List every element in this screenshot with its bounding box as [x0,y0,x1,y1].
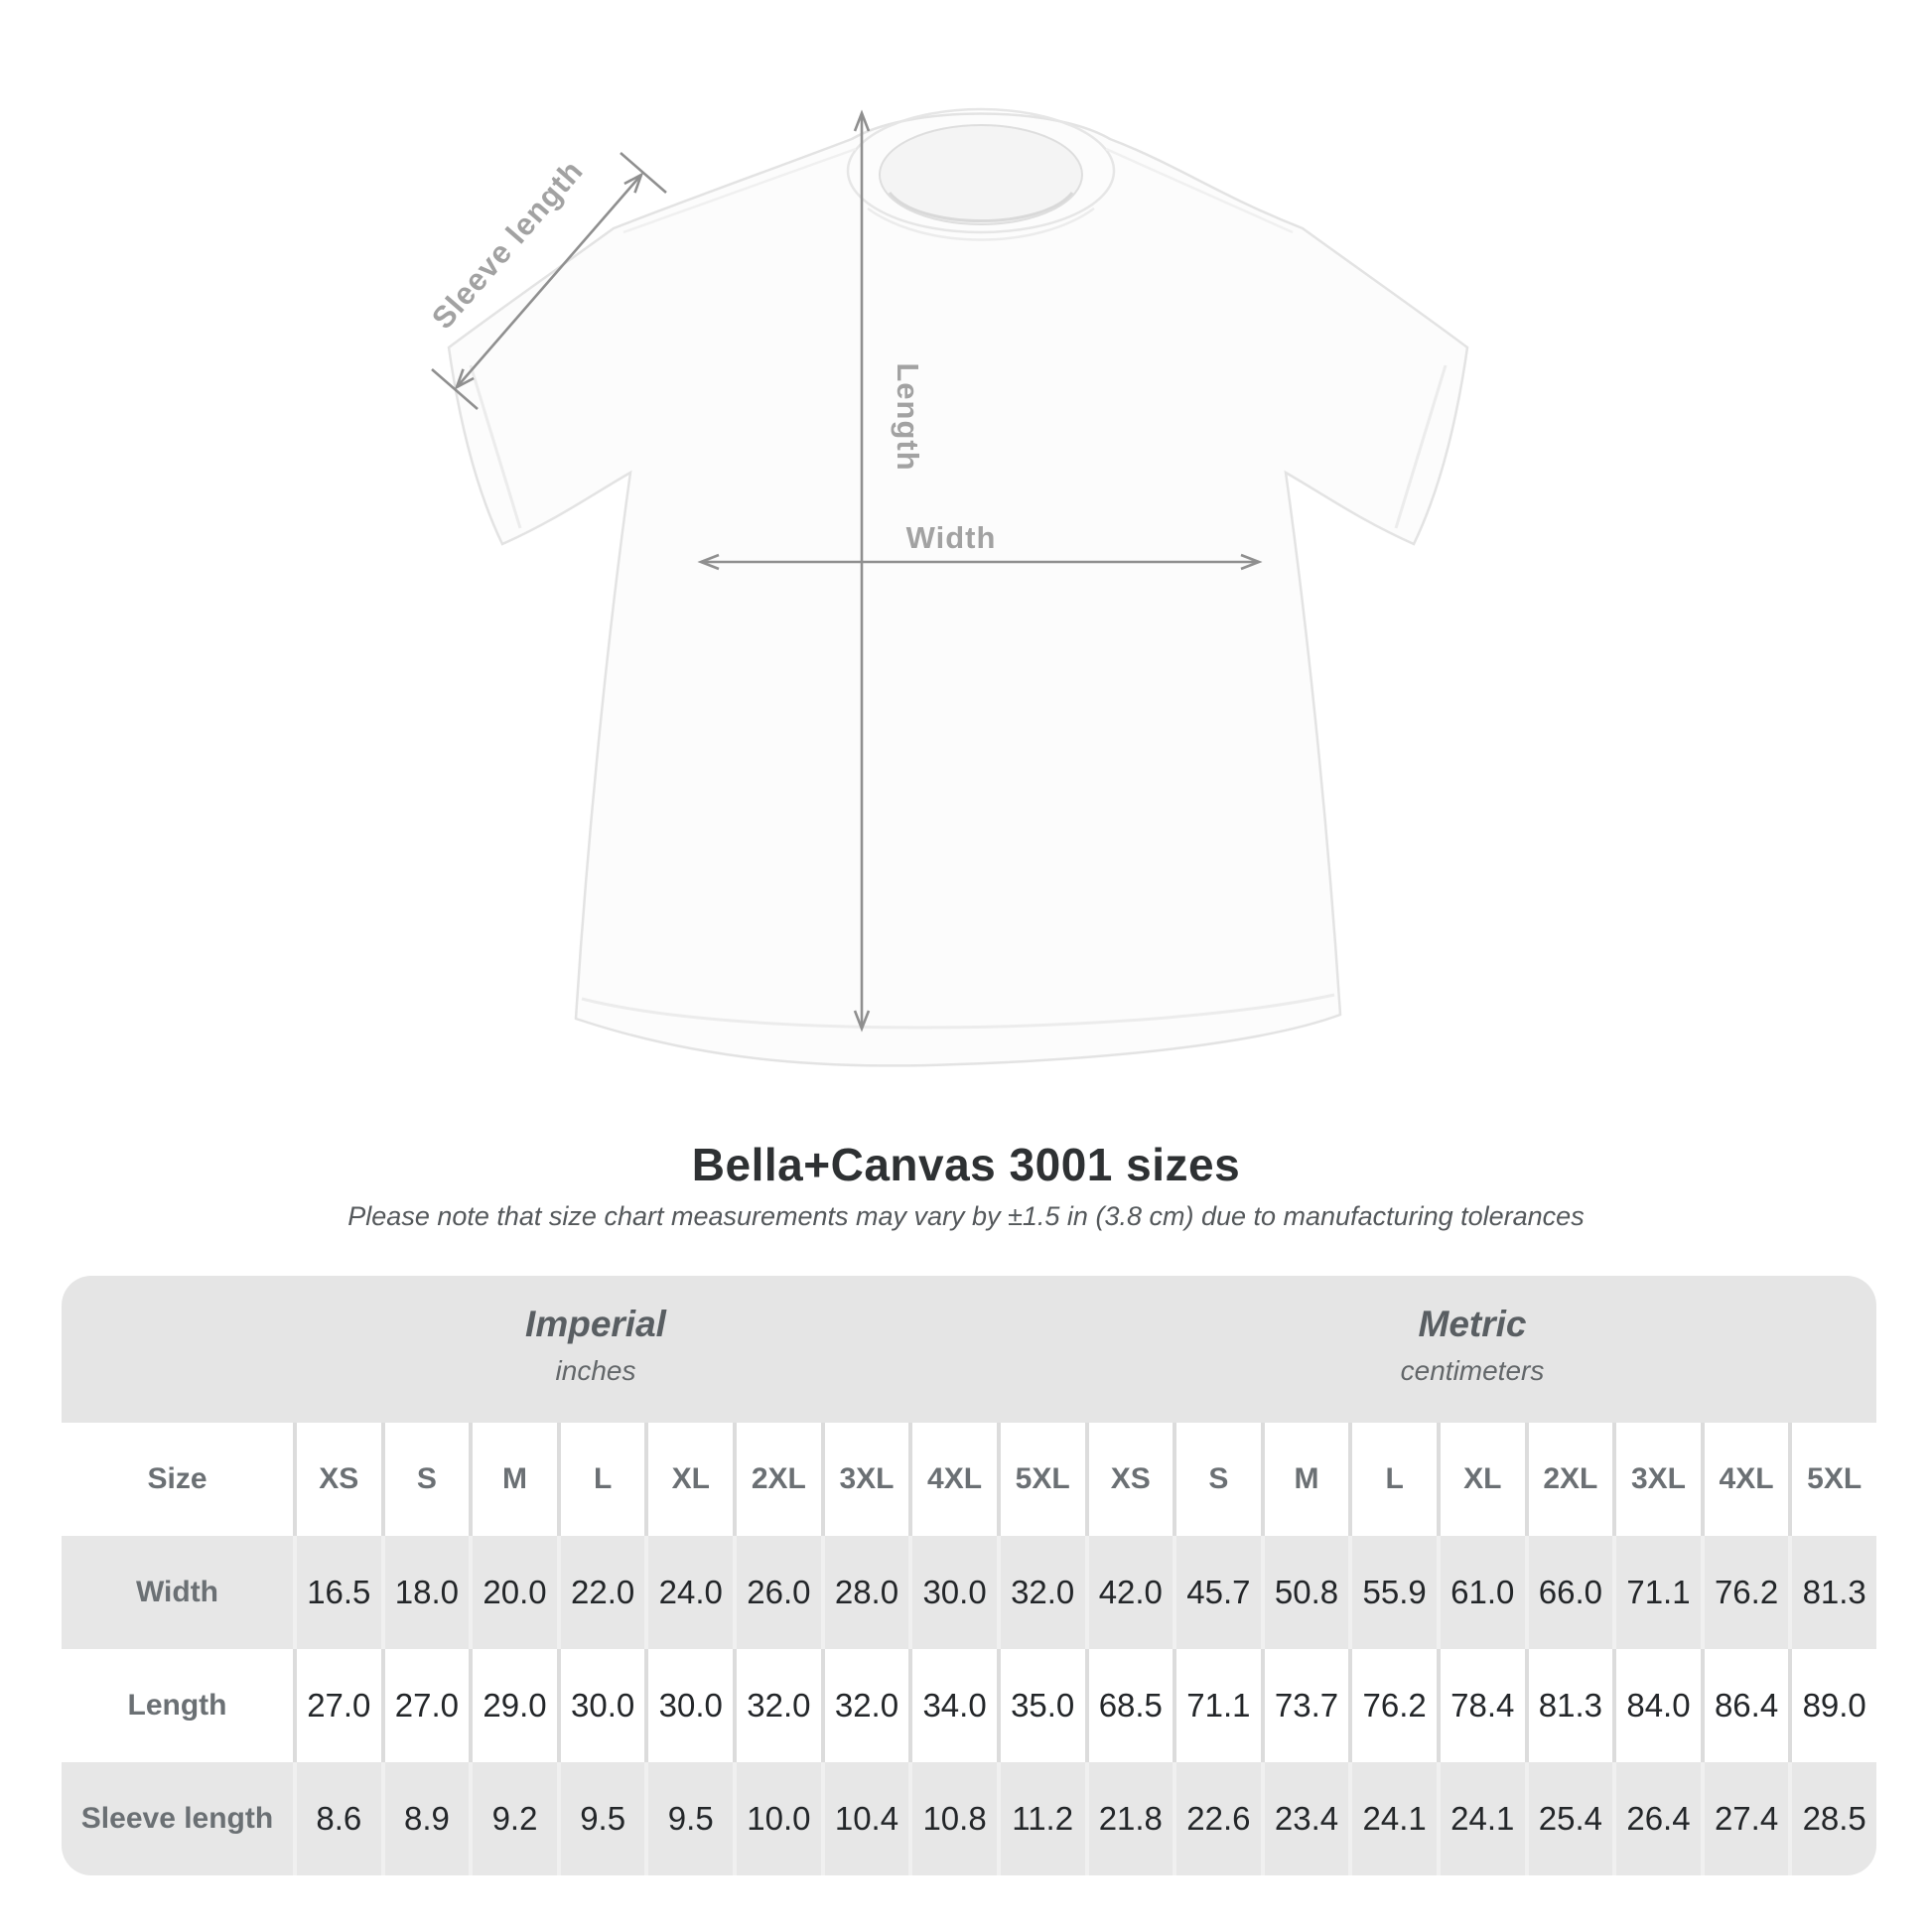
metric-value: 78.4 [1437,1649,1525,1762]
imperial-heading: Imperial [525,1304,666,1344]
unit-group-metric [1401,1276,1545,1423]
metric-value: 81.3 [1525,1649,1613,1762]
imperial-value: 16.5 [293,1536,381,1649]
page-subtitle: Please note that size chart measurements may vary by ±1.5 in (3.8 cm) due to manufacturing tolerances [347,1201,1585,1231]
metric-value: 45.7 [1173,1536,1261,1649]
size-header-imperial-xl: XL [644,1423,733,1536]
sleeve-arrow-tick-top [621,153,666,193]
imperial-value: 34.0 [908,1649,997,1762]
size-header-metric-s: S [1173,1423,1261,1536]
imperial-value: 30.0 [644,1649,733,1762]
size-column-label: Size [147,1462,207,1495]
imperial-value: 10.4 [821,1762,909,1875]
size-header-imperial-5xl: 5XL [997,1423,1085,1536]
size-header-imperial-3xl: 3XL [821,1423,909,1536]
table-row-width [62,1536,1876,1649]
metric-value: 28.5 [1788,1762,1876,1875]
length-label: Length [891,362,925,472]
metric-value: 50.8 [1261,1536,1349,1649]
metric-value: 24.1 [1348,1762,1437,1875]
size-header-metric-xs: XS [1085,1423,1173,1536]
imperial-value: 22.0 [557,1536,645,1649]
metric-heading: Metric [1418,1304,1527,1344]
metric-value: 68.5 [1085,1649,1173,1762]
imperial-value: 9.2 [469,1762,557,1875]
imperial-value: 30.0 [557,1649,645,1762]
metric-value: 24.1 [1437,1762,1525,1875]
size-header-imperial-m: M [469,1423,557,1536]
table-row-length [62,1649,1876,1762]
imperial-value: 24.0 [644,1536,733,1649]
size-header-metric-m: M [1261,1423,1349,1536]
imperial-value: 26.0 [733,1536,821,1649]
imperial-value: 18.0 [381,1536,470,1649]
metric-value: 71.1 [1173,1649,1261,1762]
size-header-metric-4xl: 4XL [1701,1423,1789,1536]
metric-value: 71.1 [1612,1536,1701,1649]
size-header-imperial-2xl: 2XL [733,1423,821,1536]
page-title: Bella+Canvas 3001 sizes [691,1139,1241,1190]
imperial-value: 29.0 [469,1649,557,1762]
metric-value: 86.4 [1701,1649,1789,1762]
metric-value: 55.9 [1348,1536,1437,1649]
metric-value: 61.0 [1437,1536,1525,1649]
row-label: Sleeve length [80,1802,274,1835]
size-header-metric-xl: XL [1437,1423,1525,1536]
imperial-value: 35.0 [997,1649,1085,1762]
metric-unit: centimeters [1400,1355,1545,1386]
size-header-imperial-s: S [381,1423,470,1536]
unit-band [62,1276,1876,1423]
imperial-value: 28.0 [821,1536,909,1649]
metric-value: 23.4 [1261,1762,1349,1875]
imperial-value: 8.6 [293,1762,381,1875]
metric-value: 42.0 [1085,1536,1173,1649]
imperial-value: 32.0 [821,1649,909,1762]
metric-value: 26.4 [1612,1762,1701,1875]
size-header-metric-2xl: 2XL [1525,1423,1613,1536]
imperial-value: 32.0 [733,1649,821,1762]
metric-value: 73.7 [1261,1649,1349,1762]
size-header-metric-5xl: 5XL [1788,1423,1876,1536]
size-header-imperial-l: L [557,1423,645,1536]
metric-value: 22.6 [1173,1762,1261,1875]
width-label: Width [905,520,997,555]
imperial-unit: inches [555,1355,636,1386]
tshirt-collar-opening [880,125,1082,224]
row-label: Length [127,1689,227,1722]
size-header-row [62,1423,1876,1536]
imperial-value: 32.0 [997,1536,1085,1649]
metric-value: 66.0 [1525,1536,1613,1649]
unit-group-imperial [525,1276,666,1423]
metric-value: 21.8 [1085,1762,1173,1875]
row-label: Width [135,1576,219,1608]
imperial-value: 20.0 [469,1536,557,1649]
metric-value: 76.2 [1348,1649,1437,1762]
imperial-value: 10.0 [733,1762,821,1875]
imperial-value: 27.0 [293,1649,381,1762]
size-table [62,1276,1876,1875]
imperial-value: 10.8 [908,1762,997,1875]
tshirt-body [449,114,1467,1066]
metric-value: 89.0 [1788,1649,1876,1762]
size-header-imperial-xs: XS [293,1423,381,1536]
imperial-value: 27.0 [381,1649,470,1762]
imperial-value: 8.9 [381,1762,470,1875]
metric-value: 84.0 [1612,1649,1701,1762]
imperial-value: 30.0 [908,1536,997,1649]
metric-value: 76.2 [1701,1536,1789,1649]
metric-value: 27.4 [1701,1762,1789,1875]
size-header-imperial-4xl: 4XL [908,1423,997,1536]
table-row-sleeve-length [62,1762,1876,1875]
size-header-metric-3xl: 3XL [1612,1423,1701,1536]
imperial-value: 9.5 [644,1762,733,1875]
sleeve-length-label: Sleeve length [425,153,591,336]
metric-value: 25.4 [1525,1762,1613,1875]
tshirt-graphic [449,109,1467,1065]
imperial-value: 11.2 [997,1762,1085,1875]
imperial-value: 9.5 [557,1762,645,1875]
size-header-metric-l: L [1348,1423,1437,1536]
metric-value: 81.3 [1788,1536,1876,1649]
